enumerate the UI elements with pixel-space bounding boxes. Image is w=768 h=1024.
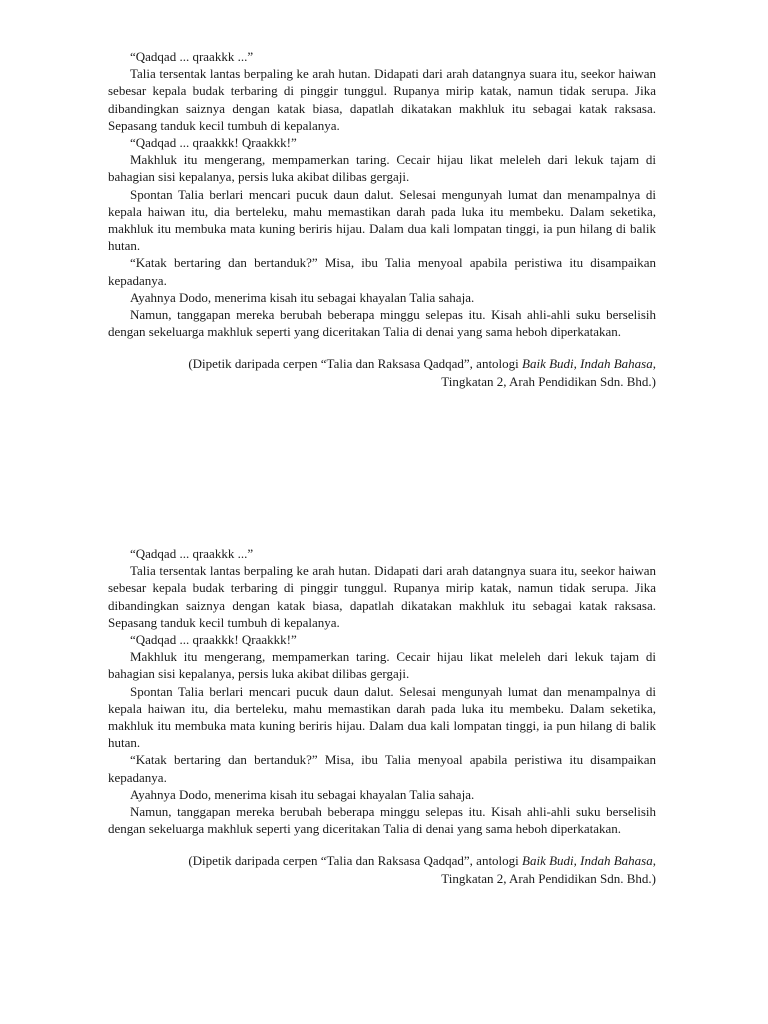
paragraph: “Qadqad ... qraakkk ...” [130,49,254,64]
citation-prefix: (Dipetik daripada cerpen “Talia dan Raksasa Qadqad”, antologi [188,853,523,869]
paragraph: Makhluk itu mengerang, mempamerkan taring. Cecair hijau likat meleleh dari lekuk tajam di bahagian sisi kepalanya, persis luka akibat dilibas gergaji. [108,152,656,185]
paragraph: Talia tersentak lantas berpaling ke arah hutan. Didapati dari arah datangnya suara itu, seekor haiwan sebesar kepala budak terbaring di pinggir tunggul. Rupanya mirip katak, namun tidak serupa. Jika dibandingkan saiznya dengan katak biasa, dapatlah dikatakan makhluk itu sebagai katak raksasa. Sepasang tanduk kecil tumbuh di kepalanya. [108,563,656,630]
paragraph: Namun, tanggapan mereka berubah beberapa minggu selepas itu. Kisah ahli-ahli suku berselisih dengan sekeluarga makhluk seperti yang diceritakan Talia di denai yang sama heboh diperkatakan. [108,307,656,340]
paragraph: Namun, tanggapan mereka berubah beberapa minggu selepas itu. Kisah ahli-ahli suku berselisih dengan sekeluarga makhluk seperti yang diceritakan Talia di denai yang sama heboh diperkatakan. [108,804,656,837]
citation-line-2: Tingkatan 2, Arah Pendidikan Sdn. Bhd.) [441,870,656,886]
source-citation [108,852,656,886]
citation-line-2: Tingkatan 2, Arah Pendidikan Sdn. Bhd.) [441,373,656,389]
paragraph: “Qadqad ... qraakkk ...” [130,546,254,561]
paragraph: Ayahnya Dodo, menerima kisah itu sebagai khayalan Talia sahaja. [130,786,475,802]
citation-line-1 [108,355,656,372]
citation-suffix: , [652,356,656,372]
anthology-title: Baik Budi, Indah Bahasa [522,853,653,869]
citation-line-1 [108,852,656,869]
paragraph: Talia tersentak lantas berpaling ke arah hutan. Didapati dari arah datangnya suara itu, seekor haiwan sebesar kepala budak terbaring di pinggir tunggul. Rupanya mirip katak, namun tidak serupa. Jika dibandingkan saiznya dengan katak biasa, dapatlah dikatakan makhluk itu sebagai katak raksasa. Sepasang tanduk kecil tumbuh di kepalanya. [108,66,656,133]
paragraph: Ayahnya Dodo, menerima kisah itu sebagai khayalan Talia sahaja. [130,289,475,305]
citation-prefix: (Dipetik daripada cerpen “Talia dan Raksasa Qadqad”, antologi [188,356,523,372]
citation-suffix: , [652,853,656,869]
passage-copy-1 [108,48,656,390]
paragraph: “Katak bertaring dan bertanduk?” Misa, ibu Talia menyoal apabila peristiwa itu disampaikan kepadanya. [108,752,656,785]
paragraph: Makhluk itu mengerang, mempamerkan taring. Cecair hijau likat meleleh dari lekuk tajam di bahagian sisi kepalanya, persis luka akibat dilibas gergaji. [108,649,656,682]
paragraph: “Qadqad ... qraakkk! Qraakkk!” [130,632,297,648]
passage-copy-2 [108,545,656,887]
paragraph: “Katak bertaring dan bertanduk?” Misa, ibu Talia menyoal apabila peristiwa itu disampaikan kepadanya. [108,255,656,288]
paragraph: Spontan Talia berlari mencari pucuk daun dalut. Selesai mengunyah lumat dan menampalnya di kepala haiwan itu, dia berteleku, mahu memastikan darah pada luka itu membeku. Dalam seketika, makhluk itu membuka mata kuning beriris hijau. Dalam dua kali lompatan tinggi, ia pun hilang di balik hutan. [108,186,656,254]
paragraph: “Qadqad ... qraakkk! Qraakkk!” [130,135,297,151]
source-citation [108,355,656,389]
paragraph: Spontan Talia berlari mencari pucuk daun dalut. Selesai mengunyah lumat dan menampalnya di kepala haiwan itu, dia berteleku, mahu memastikan darah pada luka itu membeku. Dalam seketika, makhluk itu membuka mata kuning beriris hijau. Dalam dua kali lompatan tinggi, ia pun hilang di balik hutan. [108,683,656,751]
anthology-title: Baik Budi, Indah Bahasa [522,356,653,372]
